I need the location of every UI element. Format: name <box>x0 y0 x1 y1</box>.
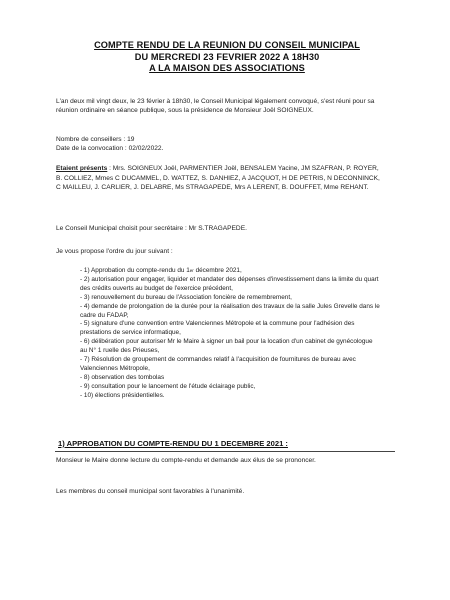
agenda-item: - 9) consultation pour le lancement de l'étude éclairage public, <box>80 382 256 390</box>
document-title <box>62 40 392 75</box>
intro-paragraph: L'an deux mil vingt deux, le 23 février à 18h30, le Conseil Municipal légalement convoqué, s'est réuni pour sa réunion ordinaire en séance publique, sous la présidence de Monsieur Joël SOIGNEUX. <box>56 98 375 115</box>
presents-list: : Mrs. SOIGNEUX Joël, PARMENTIER Joël, BENSALEM Yacine, JM SZAFRAN, P. ROYER, B. COLLIEZ, Mmes C DUCAMMEL, D. WATTEZ, S. DANHIEZ, A JACQUOT, H DE PETRIS, N DECONNINCK, C MAILLEU, J. CARLIER, J. DELABRE, Ms STRAGAPEDE, Mrs A LERENT, B. DOUFFET, Mme REHANT. <box>56 165 380 192</box>
agenda-item: - 4) demande de prolongation de la durée pour la réalisation des travaux de la salle Jules Grevelle dans le cadre du FADAP, <box>80 302 380 319</box>
agenda-item: - 3) renouvellement du bureau de l'Association foncière de remembrement, <box>80 293 292 301</box>
agenda-item: - 5) signature d'une convention entre Valenciennes Métropole et la commune pour l'adhésion des prestations de service informatique, <box>80 320 355 337</box>
agenda-item: - 8) observation des tombolas <box>80 373 165 381</box>
conseillers-count: Nombre de conseillers : 19 <box>56 136 135 143</box>
agenda-item: - 1) Approbation du compte-rendu du 1er décembre 2021, <box>80 267 242 274</box>
order-intro: Je vous propose l'ordre du jour suivant : <box>56 248 173 255</box>
title-line-2: DU MERCREDI 23 FEVRIER 2022 A 18H30 <box>134 51 320 62</box>
presents-paragraph <box>56 164 384 193</box>
agenda-item: - 2) autorisation pour engager, liquider et mandater des dépenses d'investissement dans la limite du quart des crédits ouverts au budget de l'exercice précédent, <box>80 275 379 292</box>
convocation-date: Date de la convocation : 02/02/2022. <box>56 145 164 152</box>
section-paragraph-2: Les membres du conseil municipal sont favorables à l'unanimité. <box>56 488 245 495</box>
section-heading: 1) APPROBATION DU COMPTE-RENDU DU 1 DECEMBRE 2021 : <box>58 439 288 448</box>
section-divider <box>55 451 395 452</box>
title-line-3: A LA MAISON DES ASSOCIATIONS <box>149 63 305 73</box>
presents-label: Etaient présents <box>56 165 108 172</box>
section-paragraph-1: Monsieur le Maire donne lecture du compte-rendu et demande aux élus de se prononcer. <box>56 457 316 464</box>
agenda-list <box>80 267 380 401</box>
secretary-line: Le Conseil Municipal choisit pour secrétaire : Mr S.TRAGAPEDE. <box>56 225 247 232</box>
agenda-item: - 10) élections présidentielles. <box>80 391 165 399</box>
agenda-item: - 6) délibération pour autoriser Mr le Maire à signer un bail pour la location d'un cabinet de gynécologue au N° 1 ruelle des Prieuses, <box>80 338 373 355</box>
title-line-1: COMPTE RENDU DE LA REUNION DU CONSEIL MUNICIPAL <box>94 40 360 50</box>
agenda-item: - 7) Résolution de groupement de commandes relatif à l'acquisition de fournitures de bureau avec Valenciennes Métropole, <box>80 356 356 372</box>
